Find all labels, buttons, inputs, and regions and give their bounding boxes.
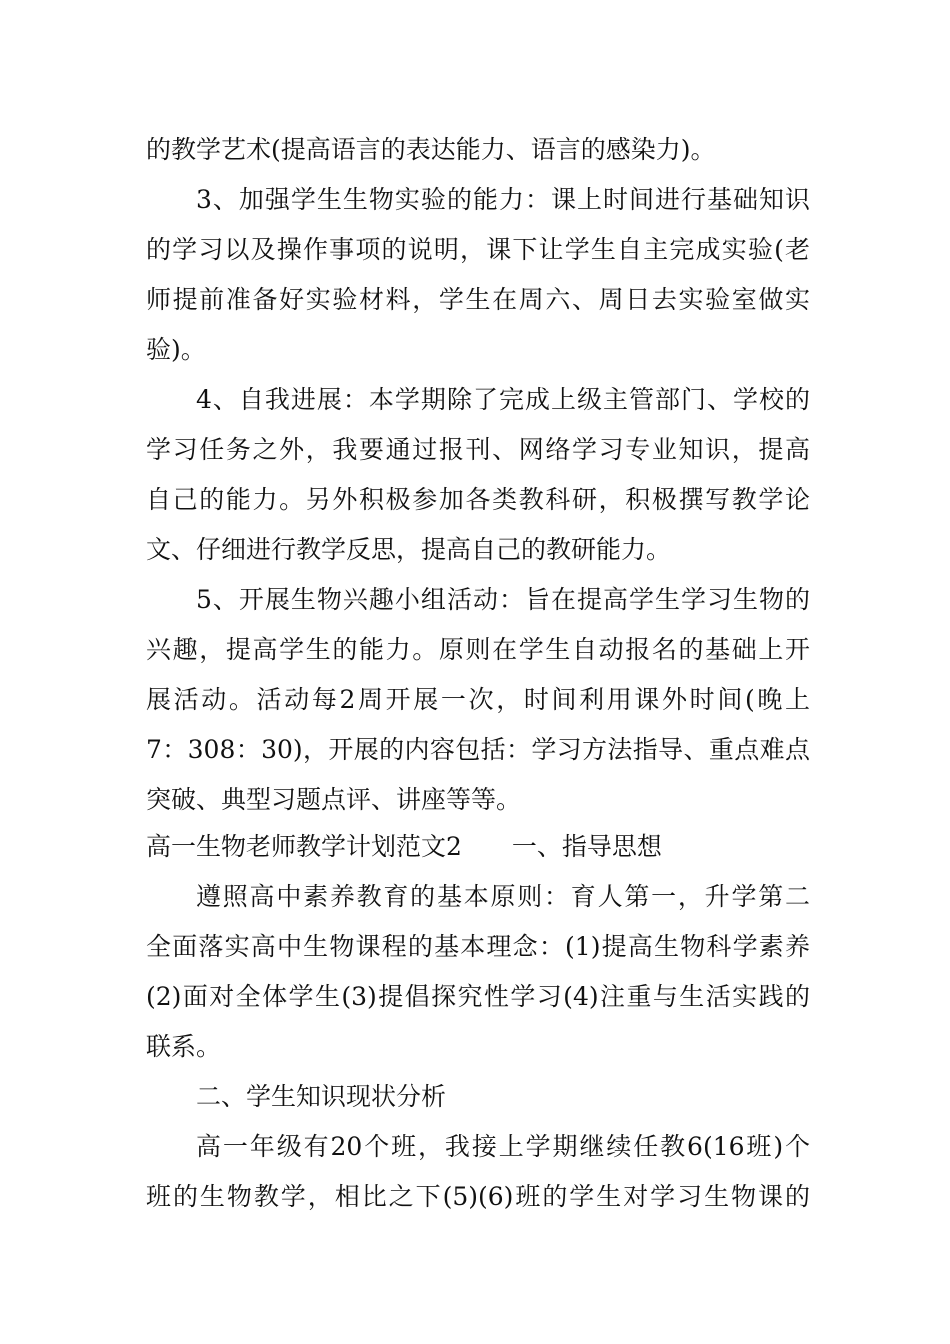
text-line: 突破、典型习题点评、讲座等等。: [146, 785, 522, 814]
section-heading: 高一生物老师教学计划范文2 一、指导思想: [146, 832, 662, 861]
text-line: 学习任务之外，我要通过报刊、网络学习专业知识，提高: [146, 435, 810, 464]
text-line: 遵照高中素养教育的基本原则：育人第一，升学第二: [196, 882, 810, 911]
text-line: 展活动。活动每2周开展一次，时间利用课外时间(晚上: [146, 685, 810, 714]
section-heading: 二、学生知识现状分析: [196, 1082, 447, 1111]
text-line: 文、仔细进行教学反思，提高自己的教研能力。: [146, 535, 672, 564]
text-line: 验)。: [146, 335, 206, 364]
text-line: 的教学艺术(提高语言的表达能力、语言的感染力)。: [146, 135, 716, 164]
text-line: 班的生物教学，相比之下(5)(6)班的学生对学习生物课的: [146, 1182, 810, 1211]
text-line: 联系。: [146, 1032, 222, 1061]
text-line: 7：308：30)，开展的内容包括：学习方法指导、重点难点: [146, 735, 810, 764]
text-line: 4、自我进展：本学期除了完成上级主管部门、学校的: [196, 385, 810, 414]
text-line: 高一年级有20个班，我接上学期继续任教6(16班)个: [196, 1132, 810, 1161]
text-line: 3、加强学生生物实验的能力：课上时间进行基础知识: [196, 185, 810, 214]
text-line: 自己的能力。另外积极参加各类教科研，积极撰写教学论: [146, 485, 810, 514]
text-line: 师提前准备好实验材料，学生在周六、周日去实验室做实: [146, 285, 810, 314]
text-line: (2)面对全体学生(3)提倡探究性学习(4)注重与生活实践的: [146, 982, 810, 1011]
text-line: 全面落实高中生物课程的基本理念：(1)提高生物科学素养: [146, 932, 810, 961]
text-line: 兴趣，提高学生的能力。原则在学生自动报名的基础上开: [146, 635, 810, 664]
text-line: 的学习以及操作事项的说明，课下让学生自主完成实验(老: [146, 235, 810, 264]
text-line: 5、开展生物兴趣小组活动：旨在提高学生学习生物的: [196, 585, 810, 614]
